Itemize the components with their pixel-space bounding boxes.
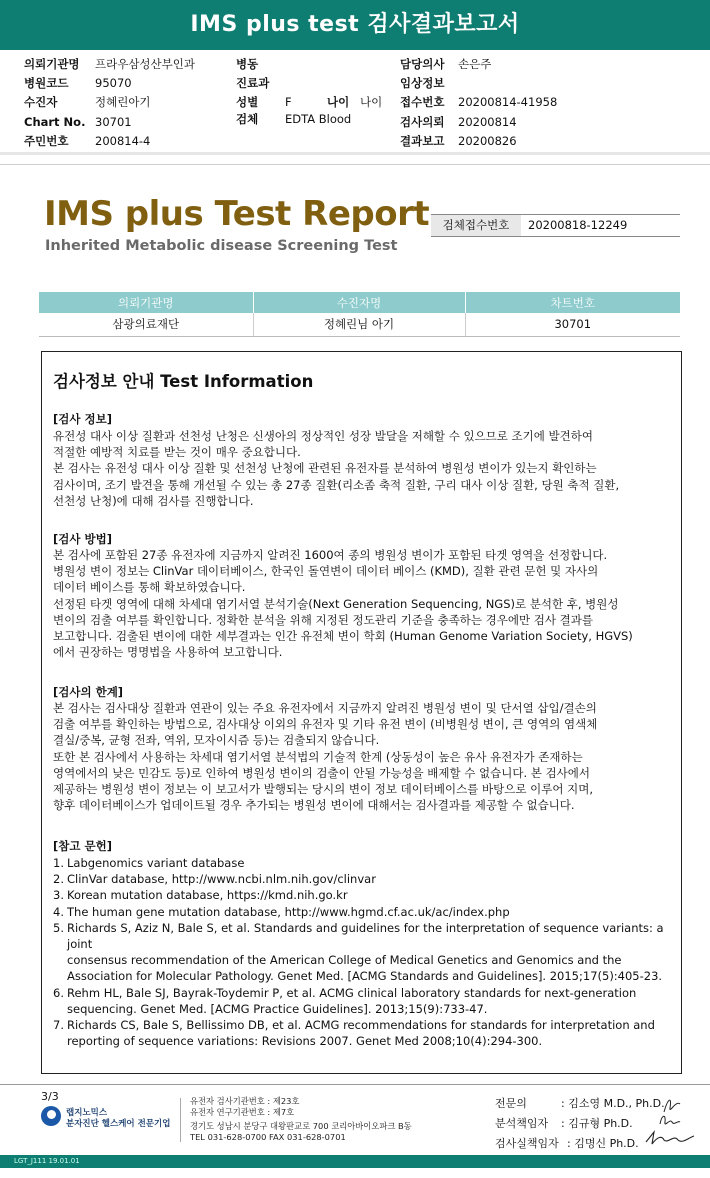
section-body: [53, 700, 678, 813]
signers: [495, 1094, 665, 1154]
list-item: 7. Richards CS, Bale S, Bellissimo DB, et al. ACMG recommendations for standards for interpretation and reporting of sequence variations: Revisions 2007. Genet Med 2008;10(4):294-300.: [53, 1018, 655, 1049]
meta-label: 병원코드: [24, 76, 69, 90]
meta-value: 20200826: [458, 134, 517, 148]
accession-value: 20200818-12249: [528, 218, 628, 232]
table-header: 차트번호: [465, 292, 680, 313]
signer-row: [495, 1094, 665, 1114]
report-subtitle: Inherited Metabolic disease Screening Test: [45, 238, 398, 254]
meta-label: 담당의사: [400, 57, 445, 71]
list-item: 6. Rehm HL, Bale SJ, Bayrak-Toydemir P, et al. ACMG clinical laboratory standards for next-generation sequencing. Genet Med. [ACMG Practice Guidelines]. 2013;15(9):733-47.: [53, 985, 637, 1016]
meta-value: 나이: [360, 95, 383, 109]
signer-name: : 김소영 M.D., Ph.D.: [561, 1097, 665, 1110]
text-line: 에서 권장하는 명명법을 사용하여 보고합니다.: [53, 645, 283, 660]
meta-value: 30701: [95, 115, 132, 129]
meta-label: 수진자: [24, 95, 58, 109]
patient-meta: [24, 55, 704, 147]
info-title: 검사정보 안내 Test Information: [53, 372, 314, 391]
signer-role: 분석책임자: [495, 1117, 549, 1130]
text-line: 본 검사에 포함된 27종 유전자에 지금까지 알려진 1600여 종의 병원성 변이가 포함된 타겟 영역을 선정합니다.: [53, 548, 608, 562]
section-heading: [참고 문헌]: [53, 839, 112, 853]
test-info-box: [41, 351, 682, 1074]
table-header: 의뢰기관명: [39, 292, 253, 313]
meta-label: 진료과: [236, 76, 270, 90]
list-item: 3. Korean mutation database, https://kmd.nih.go.kr: [53, 888, 348, 903]
signer-row: [495, 1114, 633, 1134]
table-cell: 정혜린님 아기: [253, 313, 465, 336]
meta-label: Chart No.: [24, 115, 86, 129]
section-body: [53, 547, 678, 660]
footer-code-bar: LGT_J111 19.01.01: [0, 1155, 710, 1168]
report-title: IMS plus Test Report: [44, 194, 430, 234]
text-line: 병원성 변이 정보는 ClinVar 데이터베이스, 한국인 돌연변이 데이터 베이스 (KMD), 질환 관련 문헌 및 자사의: [53, 564, 599, 579]
signature-icon: [644, 1128, 696, 1148]
meta-value: EDTA Blood: [285, 112, 352, 126]
text-line: 본 검사는 검사대상 질환과 연관이 있는 주요 유전자에서 지금까지 알려진 병원성 변이 및 단서열 삽입/결손의: [53, 701, 597, 715]
meta-label: 임상정보: [400, 76, 445, 90]
signature-icon: [656, 1110, 682, 1130]
text-line: 향후 데이터베이스가 업데이트될 경우 추가되는 병원성 변이에 대해서는 검사결과를 제공할 수 없습니다.: [53, 798, 575, 813]
text-line: 유전성 대사 이상 질환과 선천성 난청은 신생아의 정상적인 성장 발달을 저해할 수 있으므로 조기에 발견하여: [53, 429, 593, 443]
divider: [180, 1098, 181, 1142]
text-line: 변이의 검출 여부를 확인합니다. 정확한 분석을 위해 지정된 정도관리 기준을 충족하는 경우에만 검사 결과를: [53, 612, 593, 627]
list-item: 1. Labgenomics variant database: [53, 856, 245, 870]
meta-value: 20200814-41958: [458, 95, 558, 109]
lab-info: [190, 1096, 412, 1143]
divider: [0, 164, 710, 165]
table-header: 수진자명: [253, 292, 465, 313]
accession-label: 검체접수번호: [431, 215, 521, 236]
section-heading: [검사의 한계]: [53, 685, 124, 699]
divider: [0, 152, 710, 155]
meta-label: 결과보고: [400, 134, 445, 148]
patient-table: [39, 292, 680, 337]
meta-label: 나이: [327, 95, 350, 109]
meta-value: F: [285, 95, 292, 109]
list-item: 5. Richards S, Aziz N, Bale S, et al. Standards and guidelines for the interpretation of sequence variants: a joint consensus recommendation of the American College of Medical Genetics and Genomics and the Association for Molecular Pathology. Genet Med. [ACMG Standards and Guidelines]. 2015;17(5):405-23.: [53, 920, 664, 984]
text-line: 결실/중복, 균형 전좌, 역위, 모자이시즘 등)는 검출되지 않습니다.: [53, 733, 380, 748]
table-cell: 삼광의료재단: [39, 313, 253, 336]
table-cell: 30701: [465, 313, 680, 336]
meta-label: 검사의뢰: [400, 115, 445, 129]
text-line: 적절한 예방적 치료를 받는 것이 매우 중요합니다.: [53, 445, 301, 460]
references-list: [53, 855, 678, 1049]
meta-label: 의뢰기관명: [24, 57, 80, 71]
text-line: 또한 본 검사에서 사용하는 차세대 염기서열 분석법의 기술적 한계 (상동성이 높은 유사 유전자가 존재하는: [53, 749, 583, 764]
labgenomics-logo-icon: [41, 1106, 61, 1126]
section-heading: [검사 방법]: [53, 532, 112, 546]
meta-label: 검체: [236, 112, 259, 126]
signer-role: 전문의: [495, 1097, 527, 1110]
meta-label: 접수번호: [400, 95, 445, 109]
section-heading: [검사 정보]: [53, 412, 112, 426]
meta-value: 20200814: [458, 115, 517, 129]
text-line: 데이터 베이스를 통해 확보하였습니다.: [53, 580, 246, 595]
divider: [0, 1084, 710, 1085]
table-row: [39, 313, 680, 336]
report-header-title: IMS plus test 검사결과보고서: [0, 0, 710, 50]
text-line: 본 검사는 유전성 대사 이상 질환 및 선천성 난청에 관련된 유전자를 분석하여 병원성 변이가 있는지 확인하는: [53, 461, 597, 476]
meta-label: 주민번호: [24, 134, 69, 148]
logo-text: 랩지노믹스: [66, 1108, 108, 1118]
text-line: 검출 여부를 확인하는 방법으로, 검사대상 이외의 유전자 및 기타 유전 변이 (비병원성 변이, 큰 영역의 염색체: [53, 717, 598, 732]
text-line: 제공하는 병원성 변이 정보는 이 보고서가 발행되는 당시의 변이 정보 데이터베이스를 바탕으로 이루어 지며,: [53, 782, 593, 797]
meta-value: 손은주: [458, 57, 492, 71]
meta-value: 200814-4: [95, 134, 151, 148]
lab-line: 경기도 성남시 분당구 대왕판교로 700 코리아바이오파크 B동: [190, 1121, 412, 1131]
list-item: 2. ClinVar database, http://www.ncbi.nlm.nih.gov/clinvar: [53, 872, 376, 887]
meta-label: 성별: [236, 95, 259, 109]
lab-line: 유전자 검사기관번호 : 제23호: [190, 1096, 300, 1106]
text-line: 영역에서의 낮은 민감도 등)로 인하여 병원성 변이의 검출이 안될 가능성을 배제할 수 없습니다. 본 검사에서: [53, 765, 591, 780]
lab-line: TEL 031-628-0700 FAX 031-628-0701: [190, 1132, 346, 1142]
text-line: 검사이며, 조기 발견을 통해 개선될 수 있는 총 27종 질환(리소좀 축적 질환, 구리 대사 이상 질환, 당원 축적 질환,: [53, 477, 620, 492]
text-line: 선천성 난청)에 대해 검사를 진행합니다.: [53, 493, 254, 508]
lab-line: 유전자 연구기관번호 : 제7호: [190, 1107, 295, 1117]
signer-name: : 김규형 Ph.D.: [561, 1117, 633, 1130]
text-line: 보고합니다. 검출된 변이에 대한 세부결과는 인간 유전체 변이 학회 (Human Genome Variation Society, HGVS): [53, 629, 633, 644]
meta-value: 프라우삼성산부인과: [95, 57, 195, 71]
accession-box: [431, 214, 680, 237]
logo-tagline: 분자진단 헬스케어 전문기업: [66, 1119, 171, 1129]
signer-role: 검사실책임자: [495, 1137, 559, 1150]
signer-row: [495, 1134, 639, 1154]
signer-name: : 김명신 Ph.D.: [567, 1137, 639, 1150]
section-body: [53, 428, 678, 509]
meta-value: 정혜린아기: [95, 95, 151, 109]
list-item: 4. The human gene mutation database, http://www.hgmd.cf.ac.uk/ac/index.php: [53, 904, 510, 919]
meta-value: 95070: [95, 76, 132, 90]
meta-label: 병동: [236, 57, 259, 71]
text-line: 선정된 타겟 영역에 대해 차세대 염기서열 분석기술(Next Generation Sequencing, NGS)로 분석한 후, 병원성: [53, 596, 619, 611]
page-number: 3/3: [41, 1090, 59, 1103]
